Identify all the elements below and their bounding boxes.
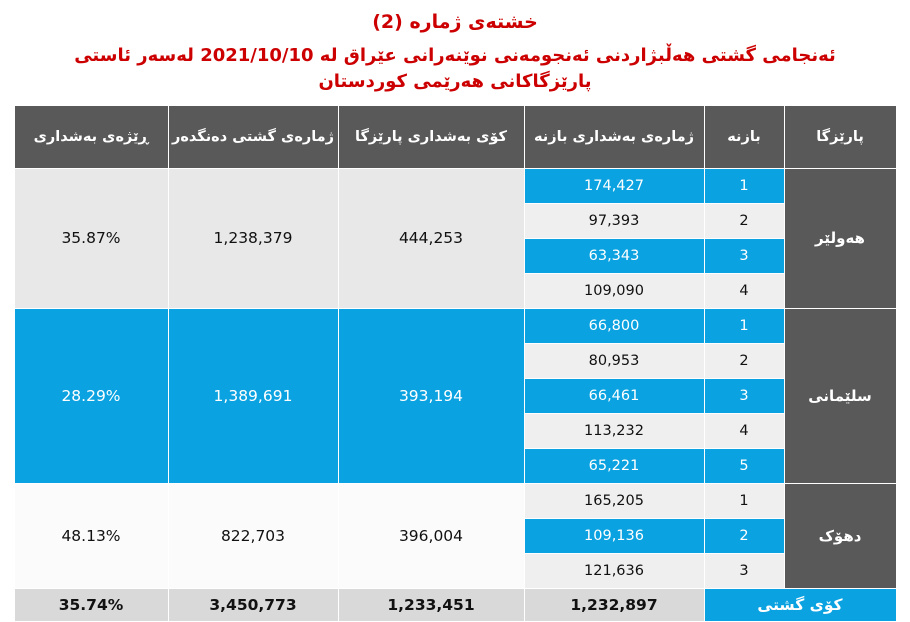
zone-votes: 80,953	[524, 343, 704, 378]
totals-row	[14, 588, 896, 621]
zone-votes: 165,205	[524, 483, 704, 518]
participation-rate: 35.87%	[14, 168, 168, 308]
totals-eligible: 3,450,773	[168, 588, 338, 621]
province-name: هەولێر	[784, 168, 896, 308]
participation-rate: 28.29%	[14, 308, 168, 483]
zone-votes: 109,090	[524, 273, 704, 308]
header-province: پارێزگا	[784, 105, 896, 168]
zone-number: 5	[704, 448, 784, 483]
table-body	[14, 168, 896, 621]
zone-number: 2	[704, 518, 784, 553]
zone-votes: 109,136	[524, 518, 704, 553]
zone-number: 1	[704, 168, 784, 203]
eligible-voters: 1,389,691	[168, 308, 338, 483]
province-name: سلێمانی	[784, 308, 896, 483]
zone-number: 1	[704, 308, 784, 343]
table-number: خشتەی ژماره (2)	[372, 11, 538, 33]
header-zone-votes: ژمارەی بەشداری بازنە	[524, 105, 704, 168]
province-total-votes: 444,253	[338, 168, 524, 308]
totals-province-total: 1,233,451	[338, 588, 524, 621]
table-row	[14, 168, 896, 203]
zone-votes: 66,800	[524, 308, 704, 343]
zone-votes: 97,393	[524, 203, 704, 238]
title-block	[0, 0, 910, 95]
province-total-votes: 396,004	[338, 483, 524, 588]
table-row	[14, 483, 896, 518]
results-table	[14, 105, 897, 622]
eligible-voters: 822,703	[168, 483, 338, 588]
province-name: دهۆک	[784, 483, 896, 588]
header-rate: ڕێژەی بەشداری	[14, 105, 168, 168]
zone-votes: 113,232	[524, 413, 704, 448]
table-header-row	[14, 105, 896, 168]
zone-votes: 174,427	[524, 168, 704, 203]
zone-votes: 63,343	[524, 238, 704, 273]
eligible-voters: 1,238,379	[168, 168, 338, 308]
zone-votes: 66,461	[524, 378, 704, 413]
page-title: ئەنجامی گشتی هەڵبژاردنی ئەنجومەنی نوێنەرانی عێراق لە 2021/10/10 لەسەر ئاستی پارێزگاکانی هەرێمی کوردستان	[74, 44, 836, 92]
header-zone: بازنە	[704, 105, 784, 168]
zone-number: 4	[704, 413, 784, 448]
zone-number: 1	[704, 483, 784, 518]
header-eligible: ژمارەی گشتی دەنگدەر	[168, 105, 338, 168]
header-province-total: کۆی بەشداری پارێزگا	[338, 105, 524, 168]
totals-rate: 35.74%	[14, 588, 168, 621]
zone-number: 2	[704, 203, 784, 238]
zone-number: 3	[704, 553, 784, 588]
participation-rate: 48.13%	[14, 483, 168, 588]
zone-votes: 65,221	[524, 448, 704, 483]
zone-number: 4	[704, 273, 784, 308]
zone-number: 2	[704, 343, 784, 378]
zone-number: 3	[704, 238, 784, 273]
zone-number: 3	[704, 378, 784, 413]
zone-votes: 121,636	[524, 553, 704, 588]
totals-label: کۆی گشتی	[704, 588, 896, 621]
totals-zone-votes: 1,232,897	[524, 588, 704, 621]
table-row	[14, 308, 896, 343]
province-total-votes: 393,194	[338, 308, 524, 483]
table-header	[14, 105, 896, 168]
